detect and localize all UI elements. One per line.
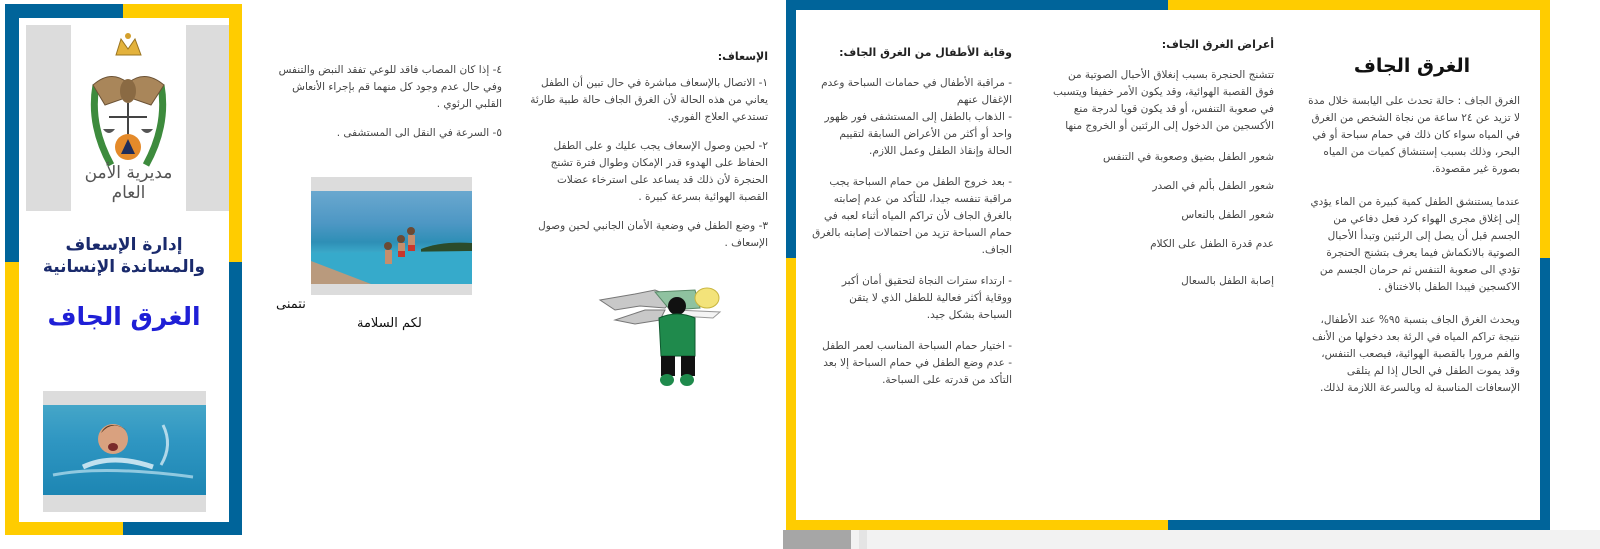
first-aid-item-4: ٤- إذا كان المصاب فاقد للوعي تفقد النبض والتنفس وفي حال عدم وجود كل منهما قم بإجراء الأنعاش القلبي الرئوي . bbox=[278, 64, 502, 110]
horizontal-scrollbar[interactable] bbox=[783, 530, 1600, 549]
cover-content bbox=[19, 18, 229, 522]
cover-page-frame bbox=[5, 4, 242, 535]
department-line-1: إدارة الإسعاف bbox=[65, 235, 183, 255]
water-background bbox=[43, 405, 206, 495]
definition-title: الغرق الجاف bbox=[1353, 55, 1471, 77]
frame-border-top-left bbox=[5, 4, 123, 18]
closing-wish-line-2: لكم السلامة bbox=[357, 316, 422, 331]
definition-section bbox=[1304, 55, 1520, 413]
first-aid-heading: الإسعاف: bbox=[717, 50, 768, 63]
definition-paragraph: ويحدث الغرق الجاف بنسبة ٩٥% عند الأطفال، نتيجة تراكم المياه في الرئة بعد دخولها من الأنف والفم مرورا بالقصبة الهوائية، فيصعب التنفس، وقد يموت الطفل في الحال إذا لم يتلقى الإسعافات المناسبة له وبالسرعة اللازمة لذلك. bbox=[1312, 314, 1520, 394]
frame-border-right-bottom bbox=[1540, 258, 1550, 530]
symptoms-section bbox=[1052, 36, 1274, 302]
children-jumping-pool-photo-icon bbox=[311, 177, 472, 295]
frame-border-bottom-right bbox=[1168, 520, 1550, 530]
symptoms-intro: تتشنج الحنجرة بسبب إنغلاق الأحبال الصوتية من فوق القصبة الهوائية، وقد يكون الأمر خفيفا ويتسبب في صعوبة التنفس، أو قد يكون قويا لدرجة منع الأكسجين من الدخول إلى الرئتين أو الخروج منها bbox=[1053, 69, 1274, 132]
prevention-heading: وقاية الأطفال من الغرق الجاف: bbox=[839, 46, 1012, 59]
pool-scene bbox=[311, 191, 472, 284]
symptom-item: إصابة الطفل بالسعال bbox=[1181, 275, 1274, 287]
logo-caption: مديرية الأمن العام bbox=[84, 163, 173, 203]
recovery-position-illustration-icon bbox=[595, 280, 725, 390]
cover-title: الغرق الجاف bbox=[47, 302, 201, 331]
first-aid-continued bbox=[268, 62, 502, 154]
prevention-item-2: - بعد خروج الطفل من حمام السباحة يجب مراقبة تنفسه جيدا، للتأكد من عدم إصابته بالغرق الجاف لأن تراكم المياه أثناء لعبه في حمام السباحة تزيد من احتمالات إصابته بالغرق الجاف. bbox=[812, 176, 1012, 256]
symptom-item: شعور الطفل بضيق وصعوبة في التنفس bbox=[1103, 151, 1274, 163]
frame-border-bottom-left bbox=[5, 521, 123, 535]
department-line-2: والمساندة الإنسانية bbox=[42, 257, 206, 277]
frame-border-top-right bbox=[123, 4, 242, 18]
first-aid-item-3: ٣- وضع الطفل في وضعية الأمان الجانبي لحين وصول الإسعاف . bbox=[538, 220, 768, 249]
logo-panel bbox=[26, 25, 229, 211]
prevention-item-1: - مراقبة الأطفال في حمامات السباحة وعدم الإغفال عنهم - الذهاب بالطفل إلى المستشفى فور ظهور واحد أو أكثر من الأعراض السابقة لتقييم الحالة وإنقاذ الطفل وعمل اللازم. bbox=[821, 77, 1012, 157]
prevention-item-3: - ارتداء سترات النجاة لتحقيق أمان أكبر ووقاية أكثر فعالية للطفل الذي لا يتقن السباحة بشكل جيد. bbox=[841, 275, 1012, 321]
scrollbar-thumb[interactable] bbox=[783, 530, 851, 549]
frame-border-left-bottom bbox=[786, 258, 796, 530]
public-security-emblem-icon bbox=[71, 25, 186, 211]
prevention-section bbox=[812, 44, 1012, 403]
symptom-item: شعور الطفل بالنعاس bbox=[1181, 209, 1274, 221]
definition-paragraph: عندما يستنشق الطفل كمية كبيرة من الماء يؤدي إلى إغلاق مجرى الهواء كرد فعل دفاعي من الجسم قبل أن يصل إلى الرئتين وتبدأ الأحبال الصوتية بالانكماش فيما يعرف بتشنج الحنجرة تؤدي الى صعوبة التنفس ثم حرمان الجسم من الاكسجين فيبدا الطفل بالاختناق . bbox=[1310, 196, 1520, 293]
frame-border-bottom-right bbox=[123, 521, 242, 535]
first-aid-item-1: ١- الاتصال بالإسعاف مباشرة في حال تبين أن الطفل يعاني من هذه الحالة لأن الغرق الجاف حالة طبية طارئة تستدعي العلاج الفوري. bbox=[530, 77, 768, 123]
definition-paragraph: الغرق الجاف : حالة تحدث على اليابسة خلال مدة لا تزيد عن ٢٤ ساعة من نجاة الشخص من الغرق في المياه سواء كان ذلك في حمام سباحة أو في البحر، وذلك بسبب إستنشاق كميات من المياه بصورة غير مقصودة. bbox=[1308, 95, 1520, 175]
first-aid-section bbox=[530, 48, 768, 264]
frame-border-right-bottom bbox=[228, 262, 242, 535]
frame-border-right-top bbox=[1540, 0, 1550, 258]
frame-border-bottom-left bbox=[786, 520, 1168, 530]
first-aid-item-2: ٢- لحين وصول الإسعاف يجب عليك و على الطفل الحفاظ على الهدوء قدر الإمكان وطوال فترة تشنج الحنجرة لأن ذلك قد يساعد على استرخاء عضلات القصبة الهوائية بسرعة كبيرة . bbox=[550, 140, 768, 203]
department-title bbox=[19, 234, 229, 278]
frame-border-top-left bbox=[786, 0, 1168, 10]
frame-border-left-top bbox=[786, 0, 796, 258]
frame-border-left-top bbox=[5, 4, 19, 262]
frame-border-left-bottom bbox=[5, 262, 19, 535]
frame-border-right-top bbox=[228, 4, 242, 262]
closing-wish-line-1: نتمنى bbox=[276, 297, 306, 312]
symptom-item: شعور الطفل بألم في الصدر bbox=[1152, 180, 1274, 192]
scrollbar-track-segment bbox=[859, 530, 867, 549]
prevention-item-4: - اختيار حمام السباحة المناسب لعمر الطفل - عدم وضع الطفل في حمام السباحة إلا بعد التأكد من قدرته على السباحة. bbox=[822, 340, 1012, 386]
symptoms-heading: أعراض الغرق الجاف: bbox=[1161, 38, 1274, 51]
symptom-item: عدم قدرة الطفل على الكلام bbox=[1150, 238, 1274, 250]
frame-border-top-right bbox=[1168, 0, 1550, 10]
first-aid-item-5: ٥- السرعة في النقل الى المستشفى . bbox=[336, 127, 502, 139]
drowning-child-photo-icon bbox=[43, 391, 206, 512]
